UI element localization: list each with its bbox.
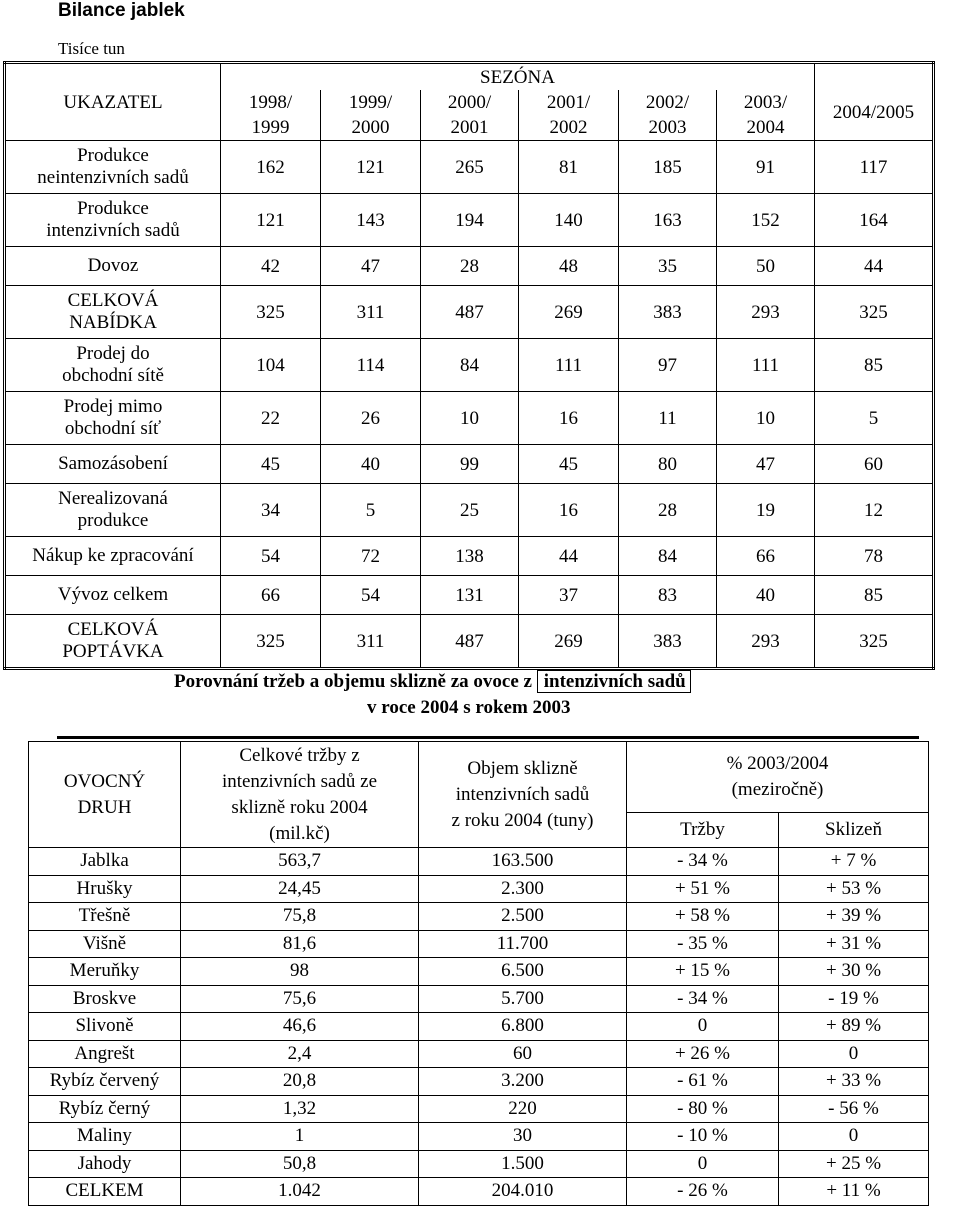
document-title: Bilance jablek — [58, 0, 185, 21]
value-cell: 85 — [815, 339, 934, 392]
table-row — [29, 1123, 929, 1151]
value-cell: 44 — [519, 537, 619, 576]
value-cell: 293 — [717, 615, 815, 669]
revenue-cell: 75,6 — [181, 985, 419, 1013]
header-line: Objem sklizně — [467, 757, 578, 779]
volume-cell: 11.700 — [419, 930, 627, 958]
table-row — [5, 392, 934, 445]
season-label: 2001/ — [546, 92, 591, 113]
table-row — [29, 958, 929, 986]
value-cell: 5 — [321, 484, 421, 537]
value-cell: 54 — [221, 537, 321, 576]
volume-cell: 1.500 — [419, 1150, 627, 1178]
value-cell: 66 — [717, 537, 815, 576]
value-cell: 42 — [221, 247, 321, 286]
volume-cell: 30 — [419, 1123, 627, 1151]
volume-cell: 2.300 — [419, 875, 627, 903]
volume-cell: 6.500 — [419, 958, 627, 986]
value-cell: 383 — [619, 615, 717, 669]
value-cell: 22 — [221, 392, 321, 445]
volume-header — [419, 742, 627, 848]
value-cell: 16 — [519, 392, 619, 445]
revenue-change-cell: + 26 % — [627, 1040, 779, 1068]
volume-cell: 204.010 — [419, 1178, 627, 1206]
row-label — [5, 194, 221, 247]
season-header-cell-0 — [221, 90, 321, 141]
revenue-change-cell: - 10 % — [627, 1123, 779, 1151]
row-label-line: Nerealizovaná — [58, 488, 168, 509]
table-row — [29, 1178, 929, 1206]
season-header-cell-6 — [815, 63, 934, 141]
value-cell: 45 — [221, 445, 321, 484]
value-cell: 80 — [619, 445, 717, 484]
value-cell: 85 — [815, 576, 934, 615]
value-cell: 28 — [421, 247, 519, 286]
value-cell: 121 — [321, 141, 421, 194]
harvest-change-cell: + 31 % — [779, 930, 929, 958]
fruit-name-cell: Angrešt — [29, 1040, 181, 1068]
revenue-change-cell: - 35 % — [627, 930, 779, 958]
table-row — [5, 339, 934, 392]
value-cell: 60 — [815, 445, 934, 484]
table-row — [5, 445, 934, 484]
row-label-line: obchodní síť — [64, 418, 162, 439]
row-label-line: POPTÁVKA — [62, 641, 164, 662]
table-row — [29, 1040, 929, 1068]
table-row — [29, 930, 929, 958]
value-cell: 185 — [619, 141, 717, 194]
table-row — [5, 194, 934, 247]
volume-cell: 6.800 — [419, 1013, 627, 1041]
value-cell: 25 — [421, 484, 519, 537]
season-label: 2003 — [648, 117, 687, 138]
revenue-change-header: Tržby — [627, 813, 779, 848]
revenue-header — [181, 742, 419, 848]
harvest-change-cell: - 19 % — [779, 985, 929, 1013]
header-line: intenzivních sadů — [455, 783, 590, 805]
season-label: 2004/2005 — [832, 101, 915, 123]
value-cell: 311 — [321, 615, 421, 669]
value-cell: 84 — [619, 537, 717, 576]
harvest-change-cell: + 39 % — [779, 903, 929, 931]
harvest-change-cell: 0 — [779, 1040, 929, 1068]
season-label: 1998/ — [248, 92, 293, 113]
fruit-name-cell: Třešně — [29, 903, 181, 931]
harvest-change-cell: + 33 % — [779, 1068, 929, 1096]
season-header-cell-5 — [717, 90, 815, 141]
season-label: 2004 — [746, 117, 785, 138]
table-row — [29, 1150, 929, 1178]
value-cell: 16 — [519, 484, 619, 537]
harvest-change-cell: + 89 % — [779, 1013, 929, 1041]
revenue-change-cell: - 61 % — [627, 1068, 779, 1096]
table-row — [29, 1013, 929, 1041]
revenue-change-cell: - 26 % — [627, 1178, 779, 1206]
value-cell: 163 — [619, 194, 717, 247]
comparison-heading-line2: v roce 2004 s rokem 2003 — [367, 697, 571, 718]
revenue-change-cell: - 34 % — [627, 985, 779, 1013]
value-cell: 325 — [221, 615, 321, 669]
revenue-cell: 98 — [181, 958, 419, 986]
value-cell: 152 — [717, 194, 815, 247]
harvest-change-cell: + 25 % — [779, 1150, 929, 1178]
volume-cell: 5.700 — [419, 985, 627, 1013]
harvest-change-cell: + 53 % — [779, 875, 929, 903]
table-row — [29, 1068, 929, 1096]
value-cell: 40 — [717, 576, 815, 615]
revenue-cell: 1.042 — [181, 1178, 419, 1206]
value-cell: 121 — [221, 194, 321, 247]
value-cell: 19 — [717, 484, 815, 537]
fruit-name-cell: Hrušky — [29, 875, 181, 903]
value-cell: 325 — [815, 615, 934, 669]
value-cell: 10 — [717, 392, 815, 445]
table-row — [5, 247, 934, 286]
value-cell: 26 — [321, 392, 421, 445]
volume-cell: 220 — [419, 1095, 627, 1123]
unit-label: Tisíce tun — [58, 39, 125, 58]
row-label — [5, 537, 221, 576]
harvest-change-cell: + 11 % — [779, 1178, 929, 1206]
header-line: (mil.kč) — [269, 822, 330, 844]
value-cell: 47 — [717, 445, 815, 484]
row-label-line: produkce — [77, 510, 149, 531]
value-cell: 131 — [421, 576, 519, 615]
value-cell: 143 — [321, 194, 421, 247]
header-line: intenzivních sadů ze — [221, 770, 378, 792]
row-label-line: CELKOVÁ — [67, 290, 159, 311]
value-cell: 293 — [717, 286, 815, 339]
harvest-change-cell: - 56 % — [779, 1095, 929, 1123]
value-cell: 35 — [619, 247, 717, 286]
revenue-cell: 20,8 — [181, 1068, 419, 1096]
season-label: 1999 — [251, 117, 290, 138]
season-header-cell-1 — [321, 90, 421, 141]
harvest-change-cell: + 7 % — [779, 848, 929, 876]
row-label — [5, 576, 221, 615]
row-label-line: Produkce — [77, 198, 149, 219]
value-cell: 12 — [815, 484, 934, 537]
header-line: (meziročně) — [731, 779, 824, 800]
revenue-change-cell: + 51 % — [627, 875, 779, 903]
value-cell: 72 — [321, 537, 421, 576]
header-line: OVOCNÝ — [63, 770, 146, 792]
table-row — [5, 286, 934, 339]
value-cell: 97 — [619, 339, 717, 392]
row-label — [5, 339, 221, 392]
fruit-name-cell: Višně — [29, 930, 181, 958]
row-label — [5, 445, 221, 484]
volume-cell: 3.200 — [419, 1068, 627, 1096]
value-cell: 117 — [815, 141, 934, 194]
value-cell: 91 — [717, 141, 815, 194]
season-label: 2002 — [549, 117, 588, 138]
table-row — [29, 985, 929, 1013]
fruit-type-header — [29, 742, 181, 848]
fruit-name-cell: Slivoně — [29, 1013, 181, 1041]
header-line: Celkové tržby z — [239, 744, 360, 766]
table-row — [5, 484, 934, 537]
value-cell: 84 — [421, 339, 519, 392]
value-cell: 28 — [619, 484, 717, 537]
revenue-cell: 81,6 — [181, 930, 419, 958]
season-header-cell-4 — [619, 90, 717, 141]
revenue-cell: 2,4 — [181, 1040, 419, 1068]
value-cell: 487 — [421, 615, 519, 669]
fruit-name-cell: Jablka — [29, 848, 181, 876]
table-row — [29, 875, 929, 903]
season-label: 2001 — [450, 117, 489, 138]
table-row — [5, 537, 934, 576]
value-cell: 47 — [321, 247, 421, 286]
volume-cell: 2.500 — [419, 903, 627, 931]
value-cell: 54 — [321, 576, 421, 615]
value-cell: 311 — [321, 286, 421, 339]
comparison-heading — [174, 669, 691, 695]
fruit-name-cell: Maliny — [29, 1123, 181, 1151]
revenue-change-cell: 0 — [627, 1013, 779, 1041]
value-cell: 99 — [421, 445, 519, 484]
row-label-line: Nákup ke zpracování — [32, 545, 194, 566]
value-cell: 138 — [421, 537, 519, 576]
revenue-cell: 1 — [181, 1123, 419, 1151]
row-label-line: Samozásobení — [58, 453, 168, 474]
table-row — [5, 141, 934, 194]
revenue-cell: 563,7 — [181, 848, 419, 876]
harvest-change-header: Sklizeň — [779, 813, 929, 848]
row-label — [5, 615, 221, 669]
value-cell: 50 — [717, 247, 815, 286]
value-cell: 140 — [519, 194, 619, 247]
season-label: 2000 — [351, 117, 390, 138]
value-cell: 66 — [221, 576, 321, 615]
row-label-line: Produkce — [77, 145, 149, 166]
row-label-line: CELKOVÁ — [67, 619, 159, 640]
apple-balance-table — [3, 61, 935, 670]
row-label-line: Prodej mimo — [63, 396, 163, 417]
season-header-cell-3 — [519, 90, 619, 141]
table-row — [5, 615, 934, 669]
row-label-line: Prodej do — [76, 343, 150, 364]
percent-change-header — [627, 742, 929, 813]
value-cell: 111 — [717, 339, 815, 392]
season-header: SEZÓNA — [221, 63, 815, 91]
season-label: 2002/ — [645, 92, 690, 113]
row-label — [5, 141, 221, 194]
row-label-line: obchodní sítě — [62, 365, 164, 386]
row-label-line: Dovoz — [87, 255, 139, 276]
table-row — [29, 848, 929, 876]
comparison-heading-boxed: intenzivních sadů — [537, 670, 691, 693]
value-cell: 83 — [619, 576, 717, 615]
volume-cell: 60 — [419, 1040, 627, 1068]
table-row — [29, 1095, 929, 1123]
season-label: 1999/ — [348, 92, 393, 113]
row-label-line: Vývoz celkem — [57, 584, 169, 605]
value-cell: 114 — [321, 339, 421, 392]
value-cell: 487 — [421, 286, 519, 339]
header-line: z roku 2004 (tuny) — [451, 809, 594, 831]
revenue-change-cell: - 34 % — [627, 848, 779, 876]
revenue-cell: 1,32 — [181, 1095, 419, 1123]
value-cell: 5 — [815, 392, 934, 445]
harvest-change-cell: 0 — [779, 1123, 929, 1151]
revenue-cell: 75,8 — [181, 903, 419, 931]
value-cell: 45 — [519, 445, 619, 484]
revenue-change-cell: - 80 % — [627, 1095, 779, 1123]
value-cell: 269 — [519, 286, 619, 339]
value-cell: 10 — [421, 392, 519, 445]
value-cell: 325 — [815, 286, 934, 339]
row-label — [5, 286, 221, 339]
fruit-name-cell: Rybíz červený — [29, 1068, 181, 1096]
season-label: 2000/ — [447, 92, 492, 113]
row-label-line: NABÍDKA — [69, 312, 157, 333]
value-cell: 111 — [519, 339, 619, 392]
value-cell: 37 — [519, 576, 619, 615]
row-label — [5, 247, 221, 286]
revenue-cell: 46,6 — [181, 1013, 419, 1041]
value-cell: 34 — [221, 484, 321, 537]
heading-rule — [57, 736, 919, 739]
value-cell: 44 — [815, 247, 934, 286]
value-cell: 194 — [421, 194, 519, 247]
revenue-change-cell: + 15 % — [627, 958, 779, 986]
value-cell: 162 — [221, 141, 321, 194]
season-label: 2003/ — [743, 92, 788, 113]
value-cell: 40 — [321, 445, 421, 484]
value-cell: 81 — [519, 141, 619, 194]
comparison-heading-text: Porovnání tržeb a objemu sklizně za ovoce z — [174, 671, 532, 692]
row-label — [5, 392, 221, 445]
row-label-line: neintenzivních sadů — [37, 167, 189, 188]
season-header-cell-2 — [421, 90, 519, 141]
value-cell: 269 — [519, 615, 619, 669]
value-cell: 383 — [619, 286, 717, 339]
fruit-name-cell: Meruňky — [29, 958, 181, 986]
revenue-volume-table — [28, 741, 929, 1206]
value-cell: 164 — [815, 194, 934, 247]
revenue-cell: 50,8 — [181, 1150, 419, 1178]
revenue-cell: 24,45 — [181, 875, 419, 903]
header-line: DRUH — [77, 796, 132, 818]
value-cell: 78 — [815, 537, 934, 576]
revenue-change-cell: + 58 % — [627, 903, 779, 931]
volume-cell: 163.500 — [419, 848, 627, 876]
value-cell: 325 — [221, 286, 321, 339]
value-cell: 265 — [421, 141, 519, 194]
value-cell: 48 — [519, 247, 619, 286]
row-label — [5, 484, 221, 537]
table-row — [5, 576, 934, 615]
header-line: % 2003/2004 — [726, 753, 829, 774]
row-label-line: intenzivních sadů — [46, 220, 180, 241]
indicator-header: UKAZATEL — [5, 63, 221, 141]
fruit-name-cell: CELKEM — [29, 1178, 181, 1206]
revenue-change-cell: 0 — [627, 1150, 779, 1178]
fruit-name-cell: Broskve — [29, 985, 181, 1013]
table-row — [29, 903, 929, 931]
fruit-name-cell: Jahody — [29, 1150, 181, 1178]
harvest-change-cell: + 30 % — [779, 958, 929, 986]
header-line: sklizně roku 2004 — [231, 796, 368, 818]
value-cell: 104 — [221, 339, 321, 392]
fruit-name-cell: Rybíz černý — [29, 1095, 181, 1123]
value-cell: 11 — [619, 392, 717, 445]
